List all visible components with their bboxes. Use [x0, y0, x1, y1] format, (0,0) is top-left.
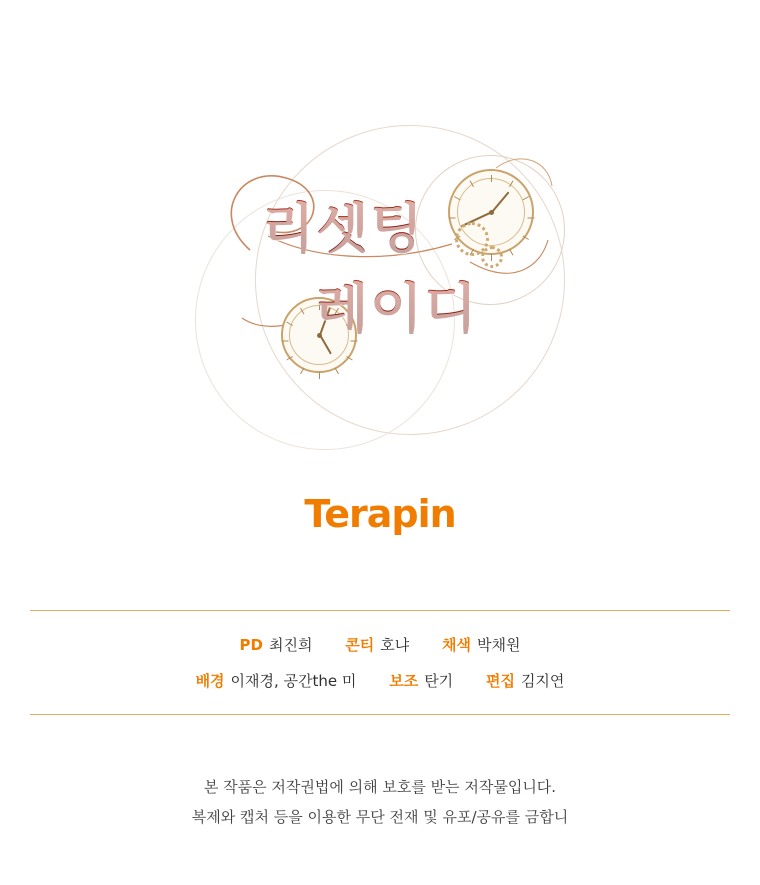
credits-divider-top — [30, 610, 730, 611]
credit-name: 이재경, 공간the 미 — [230, 672, 357, 690]
credit-item — [345, 634, 409, 655]
studio-brand-name: Terapin — [304, 492, 456, 536]
credit-role: 편집 — [485, 672, 515, 690]
credit-name: 최진희 — [268, 636, 313, 654]
copyright-notice-line-1: 본 작품은 저작권법에 의해 보호를 받는 저작물입니다. — [203, 778, 557, 796]
credit-name: 박채원 — [476, 636, 521, 654]
credit-role: PD — [239, 636, 263, 654]
credits-divider-bottom — [30, 714, 730, 715]
credit-role: 채색 — [442, 636, 471, 654]
credit-item — [486, 670, 564, 691]
credit-item — [442, 634, 520, 655]
credit-role: 보조 — [389, 672, 419, 690]
credit-role: 배경 — [195, 672, 225, 690]
credit-name: 김지연 — [520, 672, 565, 690]
credit-item — [389, 670, 453, 691]
credit-item — [196, 670, 357, 691]
title-line-2: 레이디 — [316, 266, 479, 343]
credit-name: 호냐 — [380, 636, 410, 654]
title-line-1: 리셋팅 — [262, 186, 425, 263]
credit-item — [240, 634, 313, 655]
credit-name: 탄기 — [424, 672, 454, 690]
credit-role: 콘티 — [345, 636, 375, 654]
copyright-notice-line-2: 복제와 캡처 등을 이용한 무단 전재 및 유포/공유를 금합니 — [191, 808, 569, 826]
credits-row-1 — [0, 634, 760, 655]
credits-row-2 — [0, 670, 760, 691]
